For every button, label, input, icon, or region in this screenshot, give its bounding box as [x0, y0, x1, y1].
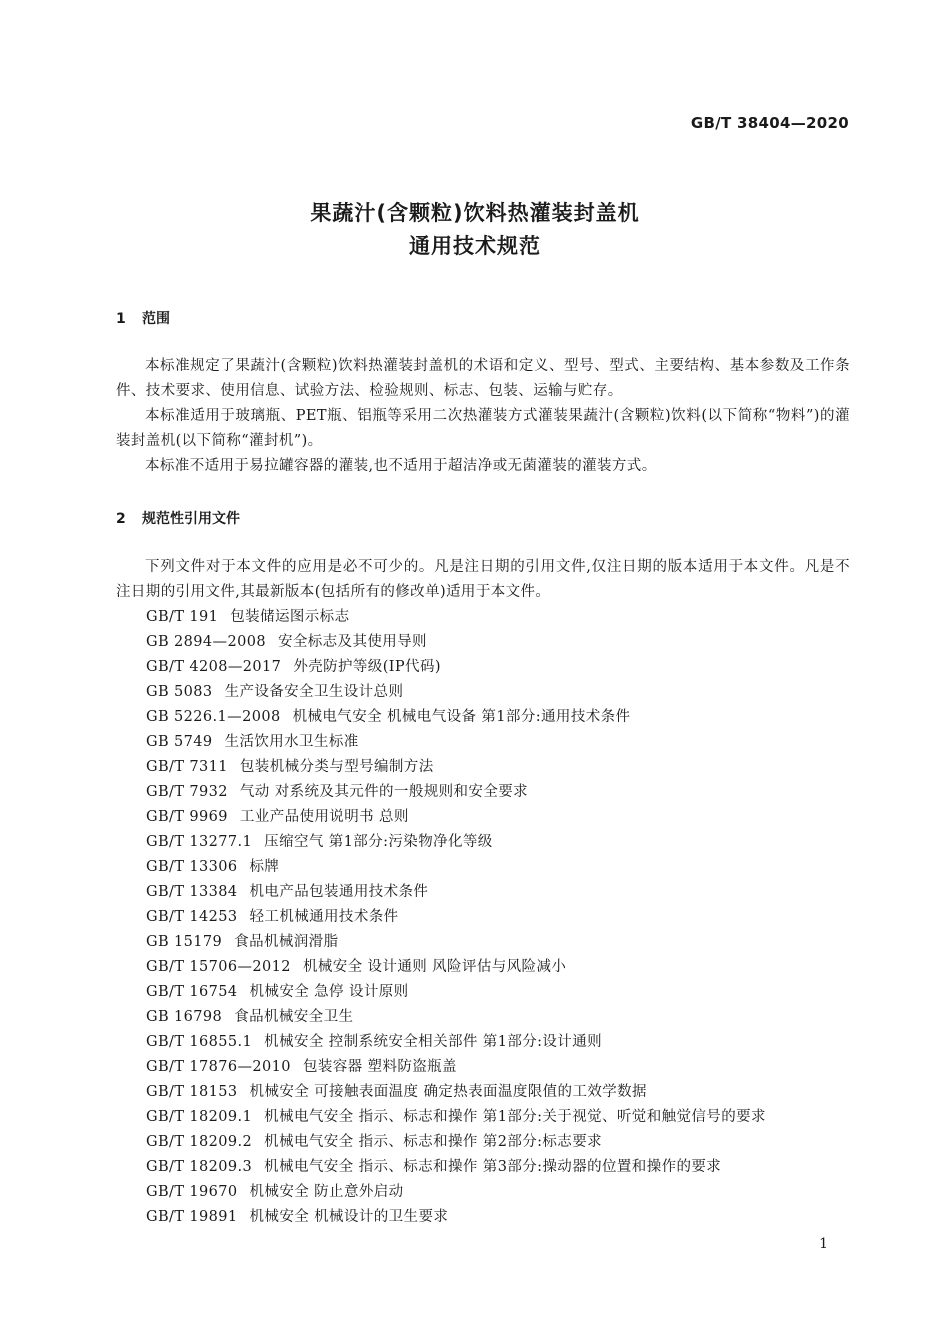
reference-item: [146, 605, 866, 630]
section-1-number: 1: [116, 311, 126, 327]
reference-title: 气动 对系统及其元件的一般规则和安全要求: [239, 784, 529, 800]
reference-item: [146, 805, 866, 830]
reference-code: GB/T 18209.2: [146, 1134, 253, 1150]
reference-item: [146, 1155, 866, 1180]
reference-item: [146, 705, 866, 730]
reference-title: 生活饮用水卫生标准: [224, 734, 359, 750]
section-2-title: 规范性引用文件: [142, 511, 240, 527]
section-2-heading: [116, 508, 240, 528]
reference-title: 机械电气安全 机械电气设备 第1部分:通用技术条件: [292, 709, 631, 725]
reference-title: 机械安全 控制系统安全相关部件 第1部分:设计通则: [264, 1034, 602, 1050]
reference-title: 机械安全 急停 设计原则: [249, 984, 409, 1000]
reference-item: [146, 930, 866, 955]
reference-item: [146, 1130, 866, 1155]
reference-item: [146, 830, 866, 855]
reference-code: GB/T 7932: [146, 784, 228, 800]
reference-item: [146, 955, 866, 980]
reference-title: 机械电气安全 指示、标志和操作 第1部分:关于视觉、听觉和触觉信号的要求: [264, 1109, 766, 1125]
reference-code: GB/T 15706—2012: [146, 959, 291, 975]
reference-code: GB/T 13306: [146, 859, 238, 875]
reference-list: [146, 605, 866, 1230]
reference-item: [146, 1105, 866, 1130]
reference-title: 轻工机械通用技术条件: [249, 909, 399, 925]
reference-title: 包装容器 塑料防盗瓶盖: [302, 1059, 457, 1075]
reference-code: GB/T 191: [146, 609, 219, 625]
standard-number: GB/T 38404—2020: [690, 114, 849, 132]
reference-title: 压缩空气 第1部分:污染物净化等级: [264, 834, 493, 850]
reference-item: [146, 1080, 866, 1105]
reference-code: GB 5226.1—2008: [146, 709, 281, 725]
reference-title: 食品机械润滑脂: [234, 934, 339, 950]
reference-code: GB/T 18153: [146, 1084, 238, 1100]
reference-title: 机械电气安全 指示、标志和操作 第3部分:操动器的位置和操作的要求: [264, 1159, 722, 1175]
section-1-paragraph-2: 本标准适用于玻璃瓶、PET瓶、铝瓶等采用二次热灌装方式灌装果蔬汁(含颗粒)饮料(以下简称“物料”)的灌装封盖机(以下简称“灌封机”)。: [116, 408, 850, 449]
reference-item: [146, 755, 866, 780]
reference-code: GB/T 7311: [146, 759, 228, 775]
reference-item: [146, 1205, 866, 1230]
reference-item: [146, 880, 866, 905]
reference-code: GB 5083: [146, 684, 213, 700]
reference-title: 机械电气安全 指示、标志和操作 第2部分:标志要求: [264, 1134, 602, 1150]
reference-item: [146, 730, 866, 755]
reference-item: [146, 980, 866, 1005]
reference-title: 机械安全 可接触表面温度 确定热表面温度限值的工效学数据: [249, 1084, 647, 1100]
reference-title: 机械安全 防止意外启动: [249, 1184, 404, 1200]
reference-code: GB/T 18209.3: [146, 1159, 253, 1175]
reference-item: [146, 905, 866, 930]
reference-code: GB/T 16855.1: [146, 1034, 253, 1050]
reference-title: 机械安全 设计通则 风险评估与风险减小: [302, 959, 567, 975]
section-2-intro: 下列文件对于本文件的应用是必不可少的。凡是注日期的引用文件,仅注日期的版本适用于本文件。凡是不注日期的引用文件,其最新版本(包括所有的修改单)适用于本文件。: [116, 559, 850, 600]
reference-code: GB/T 19891: [146, 1209, 238, 1225]
reference-code: GB/T 4208—2017: [146, 659, 282, 675]
reference-title: 外壳防护等级(IP代码): [293, 659, 441, 675]
reference-title: 工业产品使用说明书 总则: [239, 809, 409, 825]
reference-code: GB/T 16754: [146, 984, 238, 1000]
section-2-number: 2: [116, 511, 126, 527]
reference-title: 包装机械分类与型号编制方法: [239, 759, 434, 775]
reference-item: [146, 655, 866, 680]
reference-code: GB/T 18209.1: [146, 1109, 253, 1125]
reference-title: 包装储运图示标志: [230, 609, 350, 625]
reference-title: 生产设备安全卫生设计总则: [224, 684, 404, 700]
reference-item: [146, 780, 866, 805]
section-1-title: 范围: [142, 311, 170, 327]
reference-item: [146, 1030, 866, 1055]
reference-title: 食品机械安全卫生: [234, 1009, 354, 1025]
reference-code: GB 16798: [146, 1009, 223, 1025]
reference-title: 安全标志及其使用导则: [277, 634, 427, 650]
reference-title: 机械安全 机械设计的卫生要求: [249, 1209, 449, 1225]
reference-code: GB/T 19670: [146, 1184, 238, 1200]
reference-item: [146, 855, 866, 880]
reference-title: 机电产品包装通用技术条件: [249, 884, 429, 900]
reference-item: [146, 1005, 866, 1030]
reference-code: GB/T 17876—2010: [146, 1059, 291, 1075]
reference-code: GB 5749: [146, 734, 213, 750]
reference-code: GB 15179: [146, 934, 223, 950]
reference-code: GB 2894—2008: [146, 634, 266, 650]
section-1-heading: [116, 308, 170, 328]
reference-code: GB/T 14253: [146, 909, 238, 925]
section-1-paragraph-1: 本标准规定了果蔬汁(含颗粒)饮料热灌装封盖机的术语和定义、型号、型式、主要结构、基本参数及工作条件、技术要求、使用信息、试验方法、检验规则、标志、包装、运输与贮存。: [116, 358, 850, 399]
reference-item: [146, 630, 866, 655]
reference-item: [146, 680, 866, 705]
reference-title: 标牌: [249, 859, 280, 875]
reference-code: GB/T 9969: [146, 809, 228, 825]
document-title-line-1: 果蔬汁(含颗粒)饮料热灌装封盖机: [310, 201, 640, 225]
reference-item: [146, 1180, 866, 1205]
section-1-paragraph-3: 本标准不适用于易拉罐容器的灌装,也不适用于超洁净或无菌灌装的灌装方式。: [145, 458, 657, 474]
reference-code: GB/T 13384: [146, 884, 238, 900]
reference-item: [146, 1055, 866, 1080]
document-title-line-2: 通用技术规范: [409, 234, 541, 258]
page-number: 1: [819, 1236, 828, 1252]
reference-code: GB/T 13277.1: [146, 834, 253, 850]
